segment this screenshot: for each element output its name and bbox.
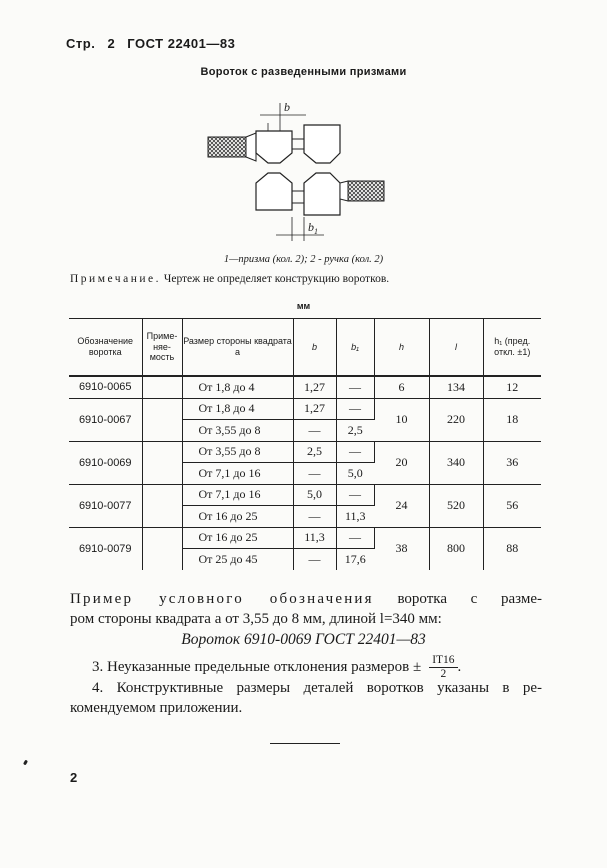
cell-b: 5,0 — [293, 484, 336, 506]
cell-b1: — — [336, 527, 374, 549]
header-applicability: Приме-няе-мость — [142, 319, 182, 377]
units-label: мм — [296, 301, 311, 311]
cell-range: От 7,1 до 16 — [182, 463, 293, 485]
fraction-denominator: 2 — [440, 668, 447, 681]
paragraph-4 — [70, 678, 542, 718]
standard-number: ГОСТ 22401—83 — [127, 36, 236, 51]
cell-b: 1,27 — [293, 398, 336, 420]
figure-caption: 1—призма (кол. 2); 2 - ручка (кол. 2) — [223, 254, 384, 265]
dimension-b1-label: $b_1$ — [308, 220, 318, 236]
cell-range: От 1,8 до 4 — [182, 376, 293, 398]
closing-rule — [270, 743, 340, 744]
table-row — [69, 441, 541, 463]
header-h: h — [374, 319, 429, 377]
cell-h1: 18 — [483, 398, 541, 441]
cell-h1: 88 — [506, 541, 519, 555]
cell-code: 6910-0069 — [69, 441, 142, 484]
cell-range: От 1,8 до 4 — [182, 398, 293, 420]
header-b1: b₁ — [336, 319, 374, 377]
right-handle — [348, 181, 384, 201]
cell-b: — — [293, 549, 336, 570]
dimension-b-label: b — [284, 100, 290, 114]
cell-l: 220 — [429, 398, 483, 441]
cell-range: От 16 до 25 — [182, 506, 293, 528]
cell-code: 6910-0077 — [69, 484, 142, 527]
cell-range: От 3,55 до 8 — [182, 420, 293, 442]
fraction-numerator: IT16 — [429, 654, 457, 668]
cell-h: 38 — [374, 527, 429, 570]
table-header-row — [69, 319, 541, 377]
prism-lower-right — [304, 173, 340, 215]
cell-b: — — [293, 506, 336, 528]
table-row — [69, 484, 541, 506]
cell-applicability — [142, 527, 182, 549]
dimensions-table — [69, 318, 541, 570]
cell-applicability — [142, 549, 182, 570]
paragraph-3-text: 3. Неуказанные предельные отклонения размеров ± — [92, 659, 422, 676]
cell-h1: 12 — [483, 376, 541, 398]
cell-b1: 5,0 — [336, 463, 374, 485]
cell-h1: 56 — [483, 484, 541, 527]
header-designation: Обозначение воротка — [69, 319, 142, 377]
cell-applicability — [142, 398, 182, 420]
table-row — [69, 527, 541, 549]
cell-h: 24 — [374, 484, 429, 527]
example-tail: воротка с разме- — [397, 591, 542, 607]
example-line-1 — [70, 591, 542, 608]
cell-l: 520 — [429, 484, 483, 527]
note-lead: Примечание. — [70, 273, 161, 285]
ink-speck — [23, 760, 28, 766]
example-line-2: ром стороны квадрата a от 3,55 до 8 мм, длиной l=340 мм: — [70, 611, 442, 627]
cell-b: 11,3 — [293, 527, 336, 549]
header-h1: h₁ (пред. откл. ±1) — [483, 319, 541, 377]
note-text: Чертеж не определяет конструкцию воротков. — [160, 273, 390, 285]
cell-b1: — — [336, 484, 374, 506]
tap-wrench-drawing — [180, 95, 410, 250]
cell-applicability — [142, 420, 182, 442]
cell-h: 20 — [374, 441, 429, 484]
cell-range: От 3,55 до 8 — [182, 441, 293, 463]
cell-range: От 7,1 до 16 — [182, 484, 293, 506]
page-header — [66, 36, 243, 51]
paragraph-4-line-2: комендуемом приложении. — [70, 700, 243, 716]
cell-l: 340 — [429, 441, 483, 484]
cell-h: 10 — [374, 398, 429, 441]
note — [70, 273, 389, 285]
cell-b1: 11,3 — [336, 506, 374, 528]
example-lead: Пример условного обозначения — [70, 591, 374, 607]
cell-b: 2,5 — [293, 441, 336, 463]
cell-applicability — [142, 484, 182, 506]
cell-applicability — [142, 506, 182, 528]
prism-upper-left — [256, 131, 292, 163]
cell-l: 134 — [429, 376, 483, 398]
prism-lower-left — [256, 173, 292, 210]
cell-applicability — [142, 441, 182, 463]
cell-applicability — [142, 376, 182, 398]
cell-b: — — [293, 463, 336, 485]
cell-l: 800 — [429, 527, 483, 570]
table-row — [69, 376, 541, 398]
cell-b1: 17,6 — [344, 551, 366, 566]
header-l: l — [429, 319, 483, 377]
page-label: Стр. — [66, 36, 96, 51]
cell-b1: — — [336, 376, 374, 398]
figure-title: Вороток с разведенными призмами — [200, 66, 407, 78]
left-handle — [208, 137, 246, 157]
cell-b1: 2,5 — [336, 420, 374, 442]
example-designation: Вороток 6910-0069 ГОСТ 22401—83 — [181, 631, 426, 648]
cell-b1: — — [336, 441, 374, 463]
table-row — [69, 398, 541, 420]
header-b: b — [293, 319, 336, 377]
cell-applicability — [142, 463, 182, 485]
footer-page-number: 2 — [70, 770, 78, 785]
cell-code: 6910-0079 — [69, 527, 142, 570]
cell-h1: 36 — [483, 441, 541, 484]
cell-b: 1,27 — [293, 376, 336, 398]
cell-h: 6 — [374, 376, 429, 398]
cell-b1: — — [336, 398, 374, 420]
cell-code: 6910-0065 — [69, 376, 142, 398]
cell-b: — — [293, 420, 336, 442]
paragraph-4-line-1: 4. Конструктивные размеры деталей воротков указаны в ре- — [92, 680, 542, 696]
header-size: Размер стороны квадрата a — [182, 319, 293, 377]
prism-upper-right — [304, 125, 340, 163]
cell-range: От 25 до 45 — [182, 549, 293, 570]
page-number: 2 — [107, 36, 116, 51]
cell-range: От 16 до 25 — [182, 527, 293, 549]
paragraph-3-end: . — [457, 659, 462, 676]
cell-code: 6910-0067 — [69, 398, 142, 441]
